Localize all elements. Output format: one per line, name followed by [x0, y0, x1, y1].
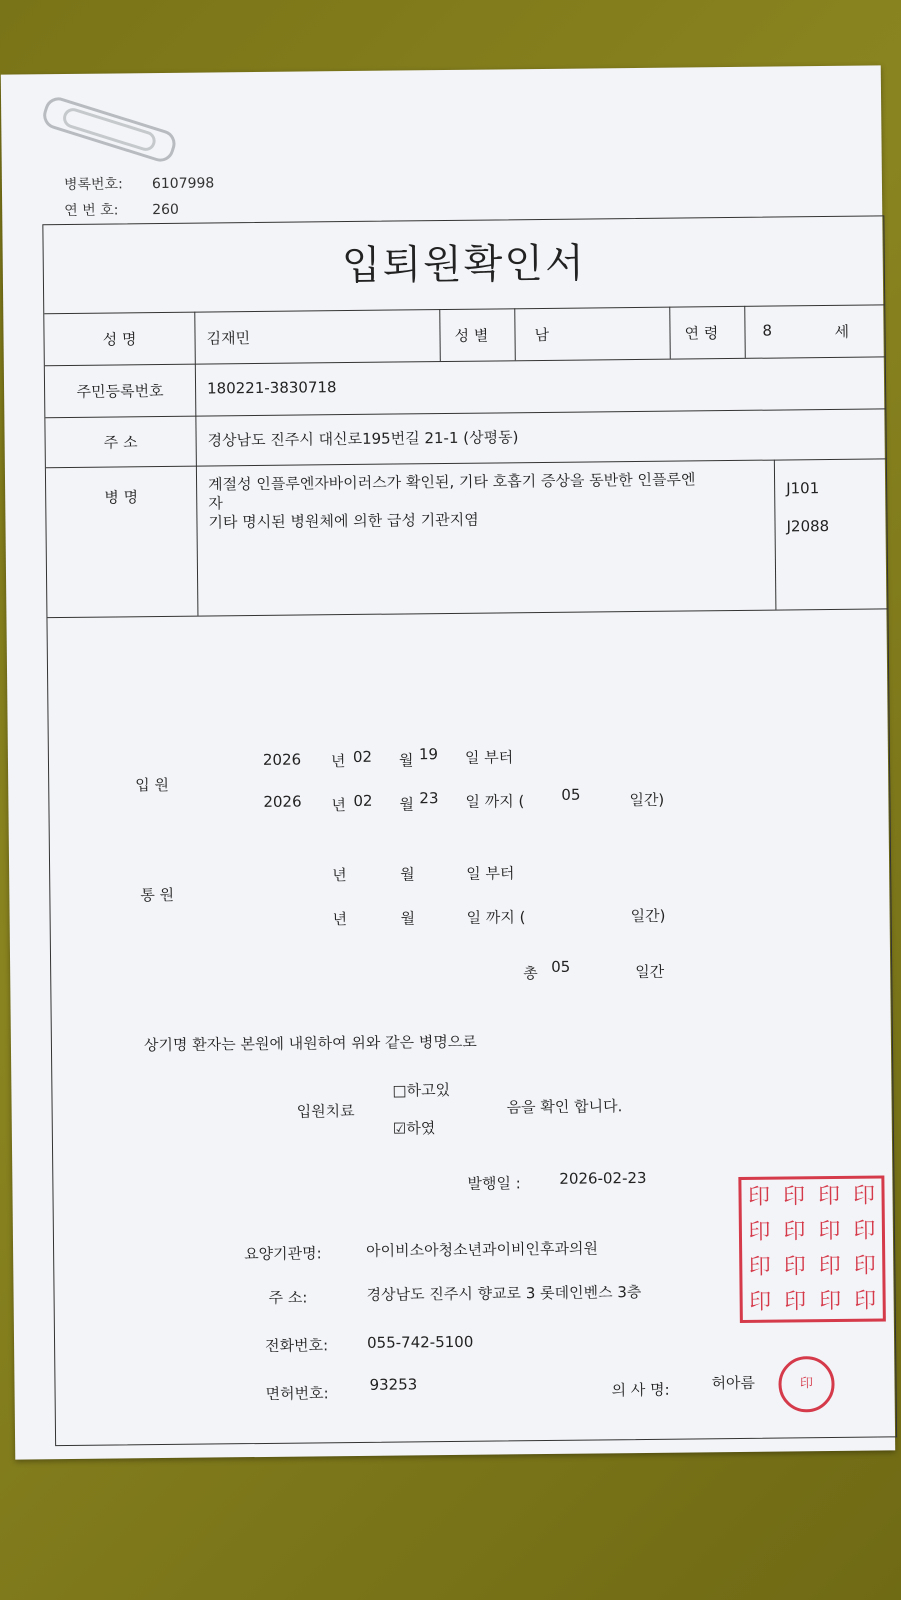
- clinic-seal-stamp: 印 印 印 印 印 印 印 印 印 印 印 印 印 印 印 印: [738, 1175, 886, 1323]
- serial-number-label: 연 번 호:: [64, 202, 119, 219]
- admission-to-suffix: 일 까지 (: [465, 792, 525, 811]
- license-label: 면허번호:: [265, 1384, 329, 1403]
- clinic-address-label: 주 소:: [268, 1288, 308, 1307]
- serial-number: [64, 199, 179, 220]
- outpatient-to-year-unit: 년: [332, 910, 348, 929]
- outpatient-from-month-unit: 월: [400, 865, 415, 884]
- divider: [744, 306, 746, 358]
- age-unit: 세: [834, 322, 850, 341]
- diagnosis-line-3: 기타 명시된 병원체에 의한 급성 기관지염: [208, 510, 479, 532]
- admission-from-year-unit: 년: [330, 752, 346, 771]
- outpatient-label: 통 원: [140, 885, 175, 905]
- outpatient-from-suffix: 일 부터: [466, 864, 515, 883]
- total-days-unit: 일간: [635, 962, 665, 982]
- issue-date-label: 발행일 :: [467, 1174, 521, 1193]
- diagnosis-code-1: J101: [786, 479, 820, 498]
- admission-to-day: 23: [419, 789, 439, 808]
- outpatient-from-year-unit: 년: [332, 866, 347, 885]
- ongoing-checkbox: □하고있: [392, 1080, 451, 1100]
- diagnosis-line-1: 계절성 인플루엔자바이러스가 확인된, 기타 호흡기 증상을 동반한 인플루엔: [207, 470, 696, 494]
- admission-from-suffix: 일 부터: [464, 748, 514, 767]
- record-number-value: 6107998: [151, 175, 215, 193]
- name-label: 성 명: [44, 312, 196, 366]
- divider: [774, 460, 777, 610]
- total-days: 05: [551, 957, 571, 976]
- outpatient-days-unit: 일간): [630, 906, 666, 926]
- document-title: 입퇴원확인서: [43, 216, 884, 314]
- diagnosis-codes: [786, 469, 829, 545]
- address-label: 주 소: [45, 416, 197, 468]
- record-number: [64, 172, 215, 194]
- divider: [514, 308, 516, 360]
- certificate-paper: [1, 65, 895, 1459]
- patient-address: 경상남도 진주시 대신로195번길 21-1 (상평동): [207, 428, 519, 450]
- clinic-phone: 055-742-5100: [366, 1332, 474, 1352]
- admission-from-month: 02: [352, 747, 373, 766]
- outpatient-to-month-unit: 월: [400, 909, 416, 928]
- clinic-name: 아이비소아청소년과이비인후과의원: [366, 1239, 599, 1260]
- divider: [439, 309, 441, 361]
- admission-to-year-unit: 년: [331, 796, 347, 815]
- diagnosis-code-2: J2088: [786, 516, 830, 536]
- diagnosis-row: [46, 458, 888, 618]
- record-number-label: 병록번호:: [63, 176, 123, 193]
- admission-from-year: 2026: [262, 750, 302, 769]
- admission-from-month-unit: 월: [398, 751, 414, 770]
- divider: [669, 307, 671, 359]
- admission-to-month: 02: [353, 791, 373, 810]
- statement-tail: 음을 확인 합니다.: [506, 1097, 623, 1117]
- clinic-phone-label: 전화번호:: [265, 1336, 329, 1355]
- diagnosis-label: 병 명: [46, 466, 199, 618]
- age-label: 연 령: [684, 324, 719, 343]
- issue-date: 2026-02-23: [559, 1168, 647, 1188]
- diagnosis-text: [208, 470, 769, 533]
- treatment-label: 입원치료: [296, 1101, 355, 1121]
- outpatient-to-suffix: 일 까지 (: [466, 908, 526, 927]
- statement-line: 상기명 환자는 본원에 내원하여 위와 같은 병명으로: [143, 1032, 477, 1055]
- patient-rrn: 180221-3830718: [206, 378, 337, 398]
- total-label: 총: [523, 964, 538, 983]
- license-number: 93253: [369, 1375, 418, 1394]
- doctor-label: 의 사 명:: [611, 1380, 670, 1400]
- diagnosis-line-2: 자: [208, 494, 223, 513]
- patient-sex: 남: [534, 325, 550, 345]
- rrn-label: 주민등록번호: [45, 364, 197, 418]
- sex-label: 성 별: [454, 326, 489, 345]
- admission-to-year: 2026: [263, 792, 302, 811]
- doctor-name: 허아름: [711, 1373, 756, 1393]
- completed-checkbox: ☑하였: [392, 1119, 436, 1138]
- patient-age: 8: [762, 321, 773, 340]
- admission-days-unit: 일간): [629, 790, 665, 810]
- serial-number-value: 260: [152, 201, 180, 219]
- clinic-name-label: 요양기관명:: [244, 1244, 322, 1264]
- admission-label: 입 원: [135, 775, 170, 795]
- admission-days: 05: [561, 785, 581, 804]
- clinic-address: 경상남도 진주시 향교로 3 롯데인벤스 3층: [366, 1283, 642, 1304]
- admission-from-day: 19: [418, 745, 439, 764]
- patient-name: 김재민: [206, 329, 251, 348]
- doctor-seal-stamp: 印: [778, 1356, 835, 1413]
- admission-to-month-unit: 월: [399, 795, 415, 814]
